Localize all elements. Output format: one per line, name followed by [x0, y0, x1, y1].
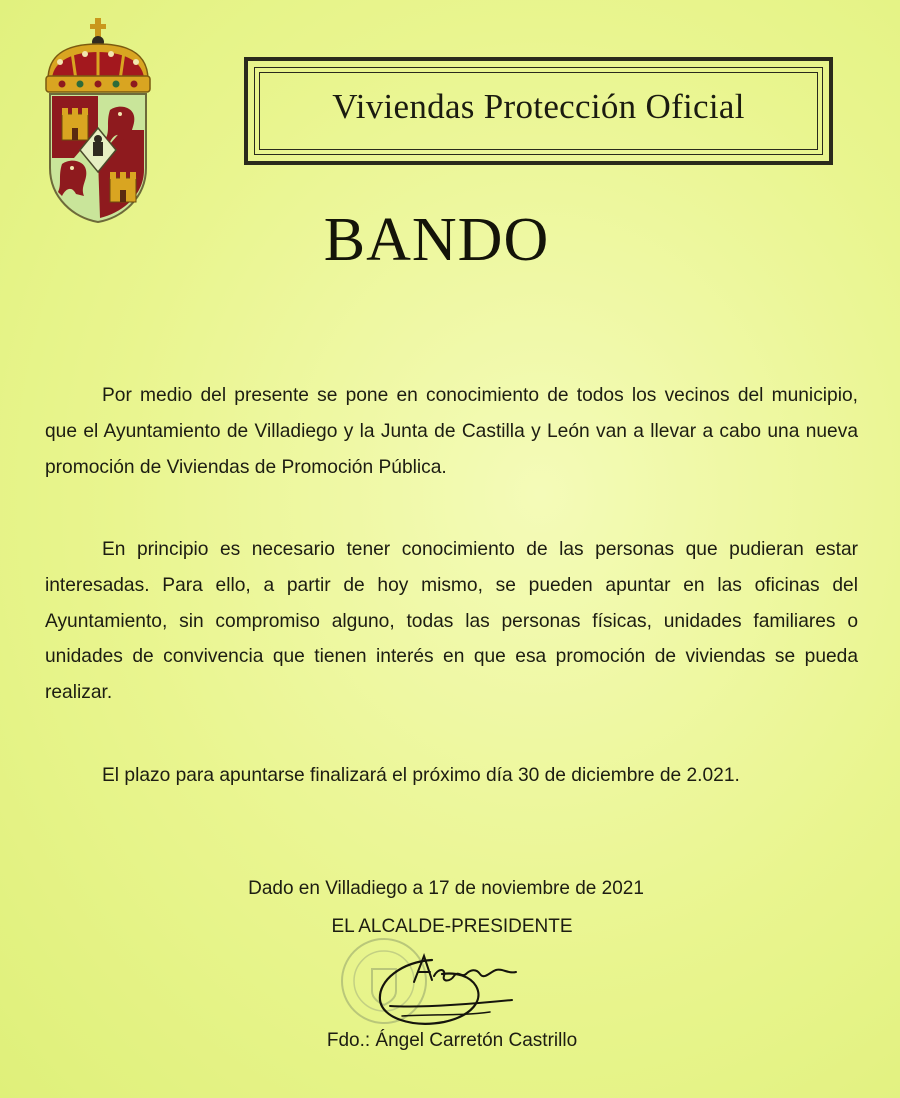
bando-heading: BANDO [323, 206, 550, 274]
date-line: Dado en Villadiego a 17 de noviembre de 2021 [248, 878, 644, 899]
paragraph-deadline: El plazo para apuntarse finalizará el próximo día 30 de diciembre de 2.021. [102, 765, 740, 786]
handwritten-signature-icon [372, 946, 524, 1034]
title-box [244, 57, 833, 165]
paragraph-announcement: Por medio del presente se pone en conocimiento de todos los vecinos del municipio, que el Ayuntamiento de Villadiego y la Junta de Castilla y León van a llevar a cabo una nueva promoción de Viviendas de Promoción Pública. [45, 385, 858, 478]
coat-of-arms-icon [40, 18, 156, 224]
signatory-name: Fdo.: Ángel Carretón Castrillo [326, 1030, 578, 1051]
mayor-title: EL ALCALDE-PRESIDENTE [331, 916, 573, 937]
paragraph-registration: En principio es necesario tener conocimiento de las personas que pudieran estar interesadas. Para ello, a partir de hoy mismo, se pueden apuntar en las oficinas del Ayuntamiento, sin compromiso alguno, todas las personas físicas, unidades familiares o unidades de convivencia que tienen interés en que esa promoción de viviendas se pueda realizar. [45, 539, 858, 704]
document-title: Viviendas Protección Oficial [332, 87, 745, 126]
